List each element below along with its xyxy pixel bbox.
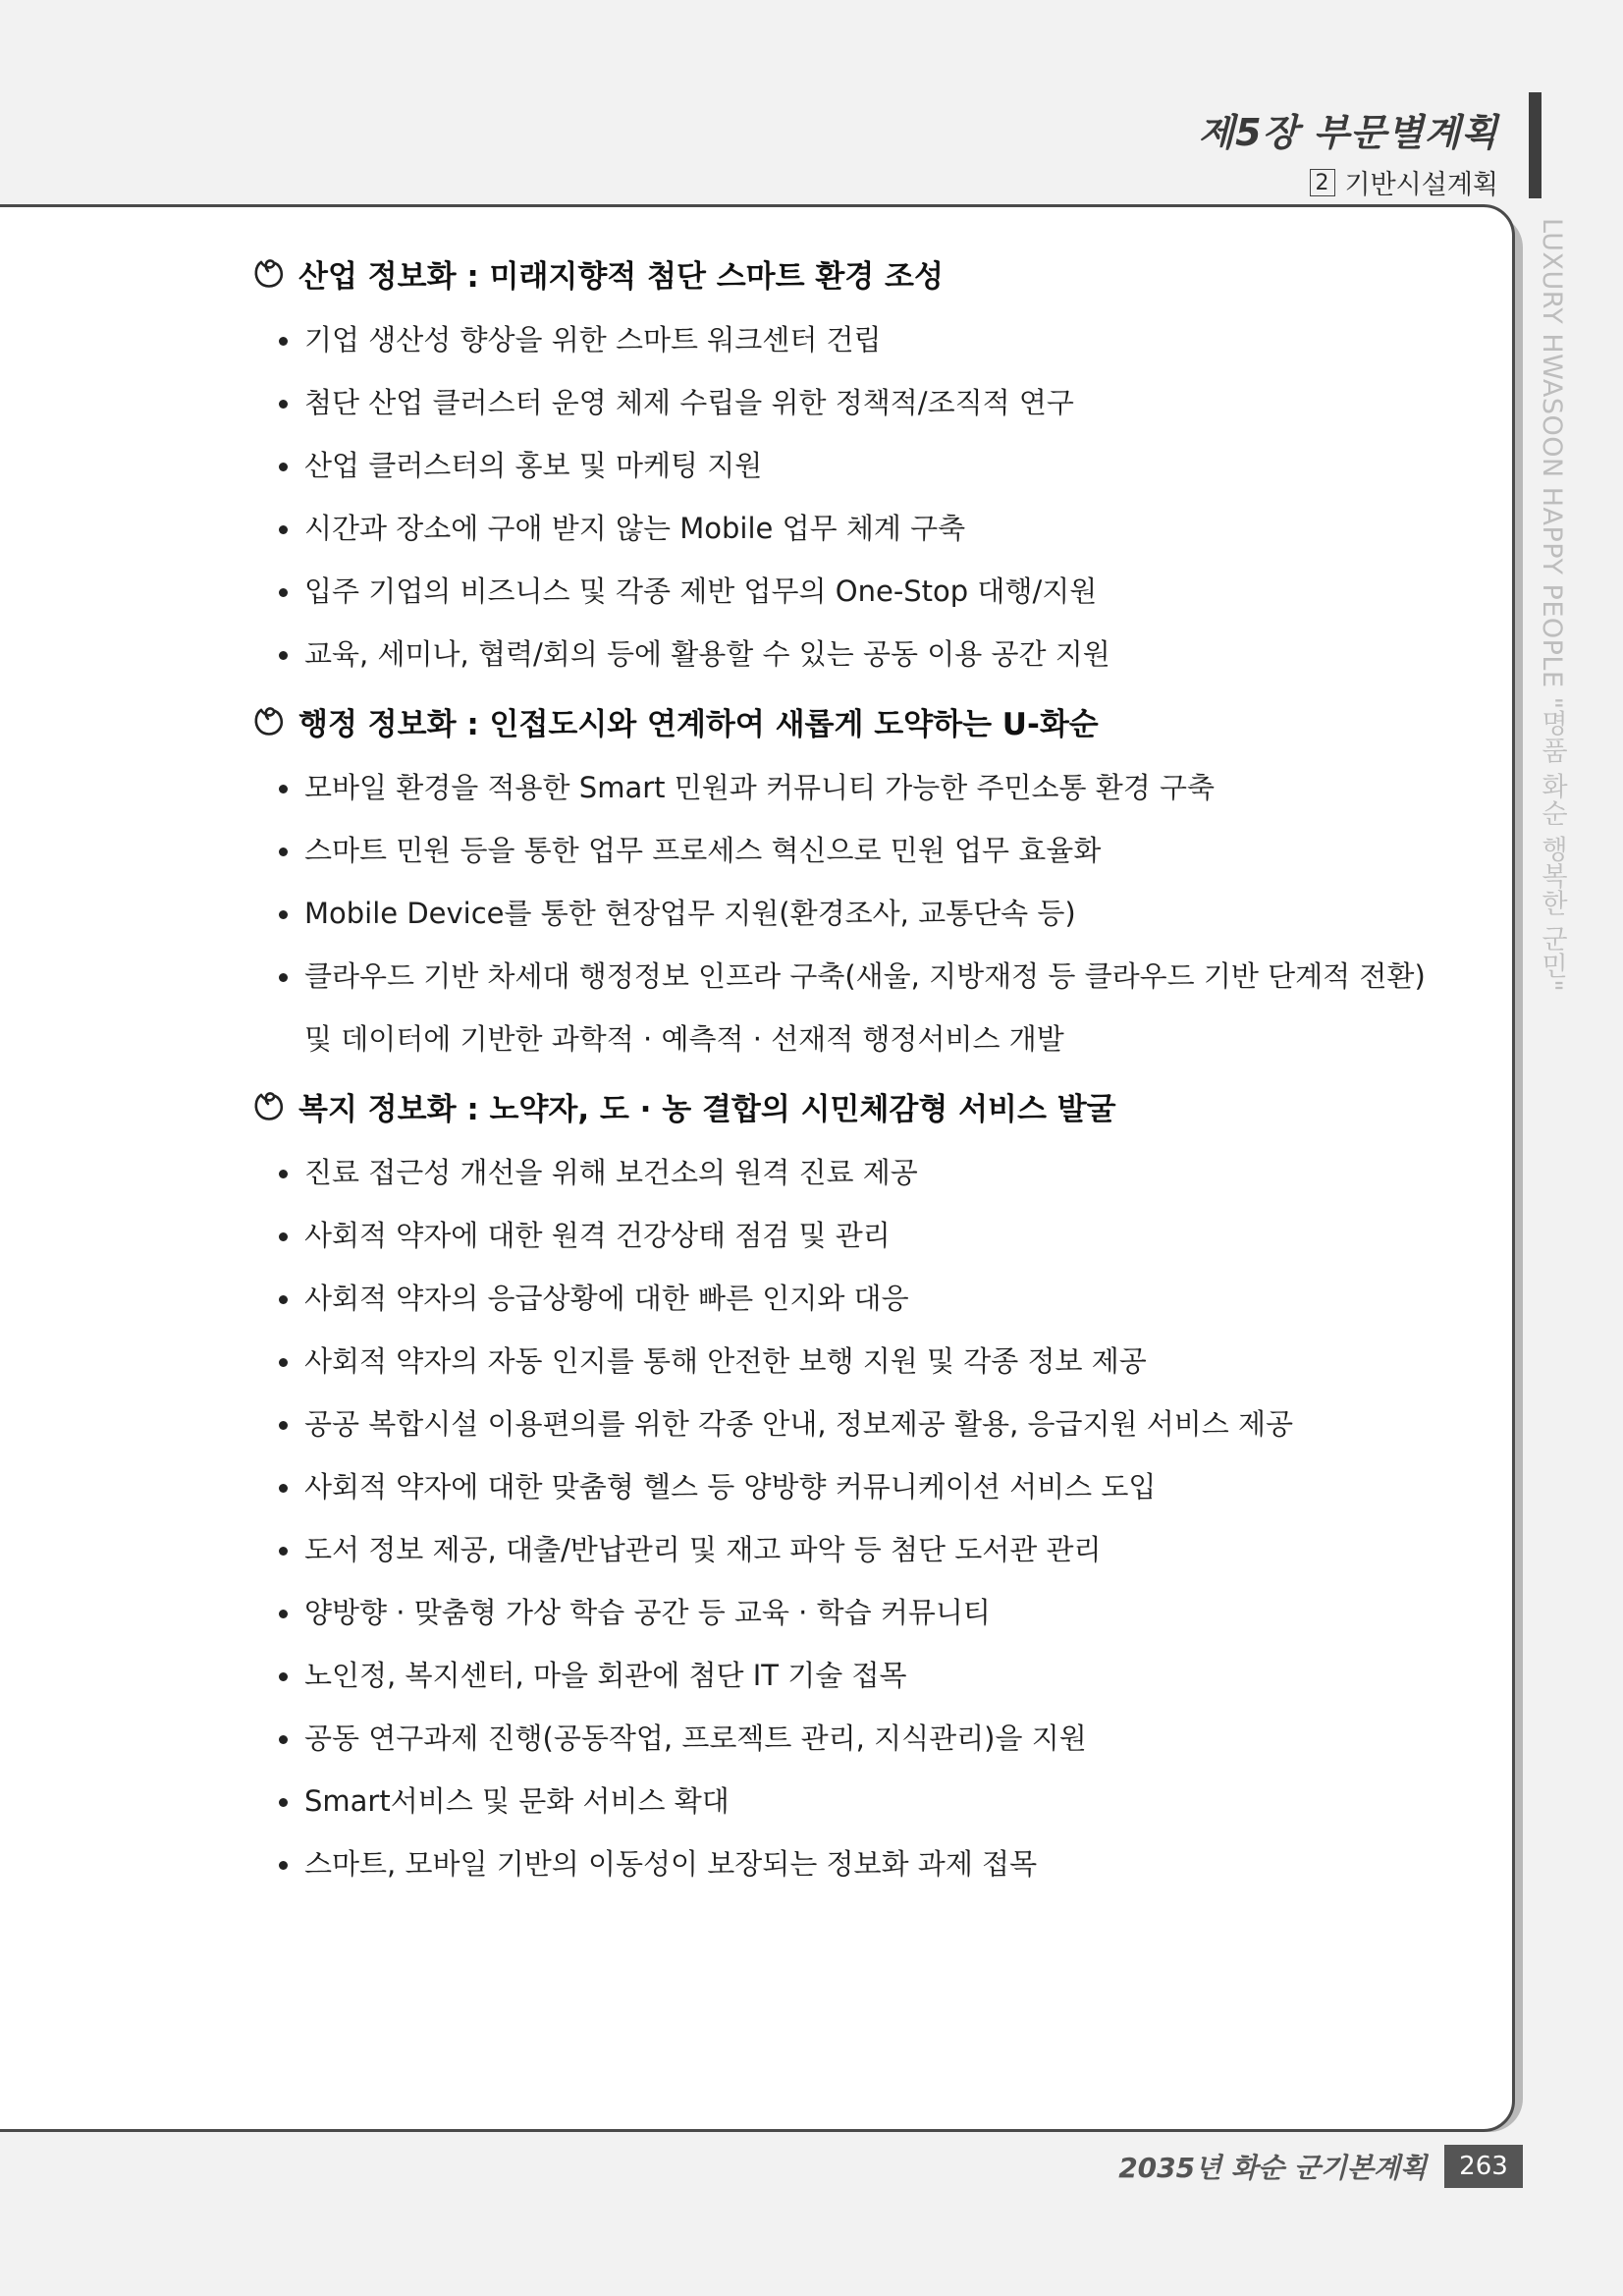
list-item: 모바일 환경을 적용한 Smart 민원과 커뮤니티 가능한 주민소통 환경 구축 [253,756,1490,819]
list-item: 공동 연구과제 진행(공동작업, 프로젝트 관리, 지식관리)을 지원 [253,1707,1490,1770]
section-subtitle-text: 기반시설계획 [1344,170,1498,200]
list-item: 교육, 세미나, 협력/회의 등에 활용할 수 있는 공동 이용 공간 지원 [253,623,1490,685]
list-item: 스마트, 모바일 기반의 이동성이 보장되는 정보화 과제 접목 [253,1832,1490,1895]
section-title: 복지 정보화 : 노약자, 도 · 농 결합의 시민체감형 서비스 발굴 [298,1091,1116,1127]
list-item: 노인정, 복지센터, 마을 회관에 첨단 IT 기술 접목 [253,1644,1490,1707]
bullet-list [253,1141,1490,1895]
section-heading-industry [251,244,1490,302]
section-subtitle [1310,163,1499,201]
list-item: 첨단 산업 클러스터 운영 체제 수립을 위한 정책적/조직적 연구 [253,371,1490,434]
list-item: 도서 정보 제공, 대출/반납관리 및 재고 파악 등 첨단 도서관 관리 [253,1518,1490,1581]
loop-bullet-icon [251,1089,285,1122]
section-heading-welfare [251,1076,1490,1135]
list-item: 양방향 · 맞춤형 가상 학습 공간 등 교육 · 학습 커뮤니티 [253,1581,1490,1644]
chapter-title: 제5장 부문별계획 [1198,111,1498,154]
list-item: 공공 복합시설 이용편의를 위한 각종 안내, 정보제공 활용, 응급지원 서비스 제공 [253,1393,1490,1455]
list-item: 기업 생산성 향상을 위한 스마트 워크센터 건립 [253,308,1490,371]
page-number: 263 [1444,2145,1523,2188]
list-item-line: 및 데이터에 기반한 과학적 · 예측적 · 선재적 행정서비스 개발 [304,1022,1064,1056]
section-number-badge: 2 [1310,169,1335,196]
list-item: 사회적 약자에 대한 원격 건강상태 점검 및 관리 [253,1204,1490,1267]
bullet-list [253,308,1490,685]
list-item-multiline [253,945,1490,1070]
list-item: 입주 기업의 비즈니스 및 각종 제반 업무의 One-Stop 대행/지원 [253,560,1490,623]
side-slogan: LUXURY HWASOON HAPPY PEOPLE "명품 화순 행복한 군민" [1537,218,1567,993]
list-item: 사회적 약자의 자동 인지를 통해 안전한 보행 지원 및 각종 정보 제공 [253,1330,1490,1393]
loop-bullet-icon [251,256,285,290]
bullet-list [253,756,1490,1070]
list-item: 시간과 장소에 구애 받지 않는 Mobile 업무 체계 구축 [253,497,1490,560]
list-item-line: 클라우드 기반 차세대 행정정보 인프라 구축(새울, 지방재정 등 클라우드 기반 단계적 전환) [304,959,1426,993]
list-item: Smart서비스 및 문화 서비스 확대 [253,1770,1490,1832]
section-title: 행정 정보화 : 인접도시와 연계하여 새롭게 도약하는 U-화순 [298,706,1099,742]
list-item: 진료 접근성 개선을 위해 보건소의 원격 진료 제공 [253,1141,1490,1204]
section-title: 산업 정보화 : 미래지향적 첨단 스마트 환경 조성 [298,258,944,295]
list-item: 사회적 약자의 응급상황에 대한 빠른 인지와 대응 [253,1267,1490,1330]
header-bar [1529,92,1542,198]
list-item: 스마트 민원 등을 통한 업무 프로세스 혁신으로 민원 업무 효율화 [253,819,1490,882]
footer-title: 2035년 화순 군기본계획 [1118,2152,1427,2184]
loop-bullet-icon [251,704,285,738]
list-item: 산업 클러스터의 홍보 및 마케팅 지원 [253,434,1490,497]
list-item: 사회적 약자에 대한 맞춤형 헬스 등 양방향 커뮤니케이션 서비스 도입 [253,1455,1490,1518]
list-item: Mobile Device를 통한 현장업무 지원(환경조사, 교통단속 등) [253,882,1490,945]
page-content [253,244,1490,1901]
section-heading-administration [251,691,1490,750]
